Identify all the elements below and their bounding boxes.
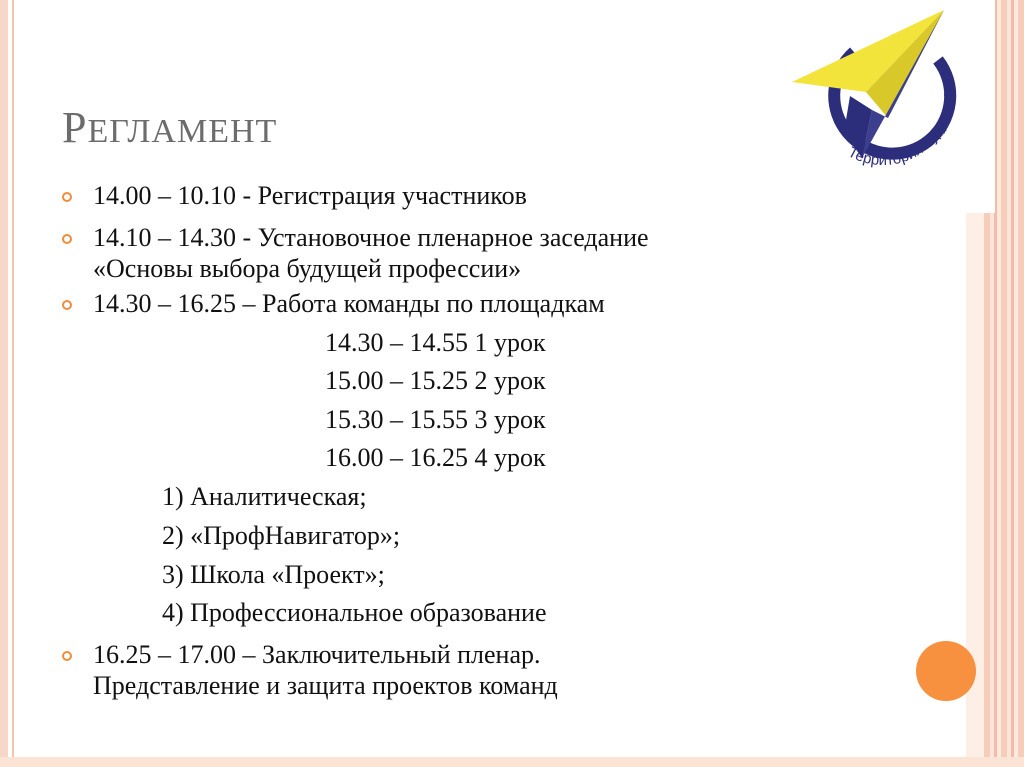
venue-1: 1) Аналитическая; [162,482,367,511]
title-rest: ЕГЛАМЕНТ [87,113,278,150]
bullet-icon [62,300,72,310]
title-initial: Р [62,103,88,152]
lesson-1: 14.30 – 14.55 1 урок [325,328,546,357]
bullet-icon [62,651,72,661]
venue-4: 4) Профессиональное образование [162,598,547,627]
schedule-item-final-plenary: 16.25 – 17.00 – Заключительный пленар. [93,640,541,669]
schedule-item-plenary: 14.10 – 14.30 - Установочное пленарное заседание [93,223,649,252]
logo-text: Территория будущего [845,90,957,170]
venue-2: 2) «ПрофНавигатор»; [162,521,401,550]
schedule-item-final-plenary-subtitle: Представление и защита проектов команд [93,671,558,700]
lesson-4: 16.00 – 16.25 4 урок [325,443,546,472]
decorative-circle [916,641,976,701]
schedule-item-workshops: 14.30 – 16.25 – Работа команды по площадкам [93,289,605,318]
schedule-item-registration: 14.00 – 10.10 - Регистрация участников [93,181,527,210]
venue-3: 3) Школа «Проект»; [162,560,385,589]
bullet-icon [62,234,72,244]
schedule-item-plenary-subtitle: «Основы выбора будущей профессии» [93,254,522,283]
lesson-3: 15.30 – 15.55 3 урок [325,405,546,434]
bullet-icon [62,192,72,202]
lesson-2: 15.00 – 15.25 2 урок [325,366,546,395]
